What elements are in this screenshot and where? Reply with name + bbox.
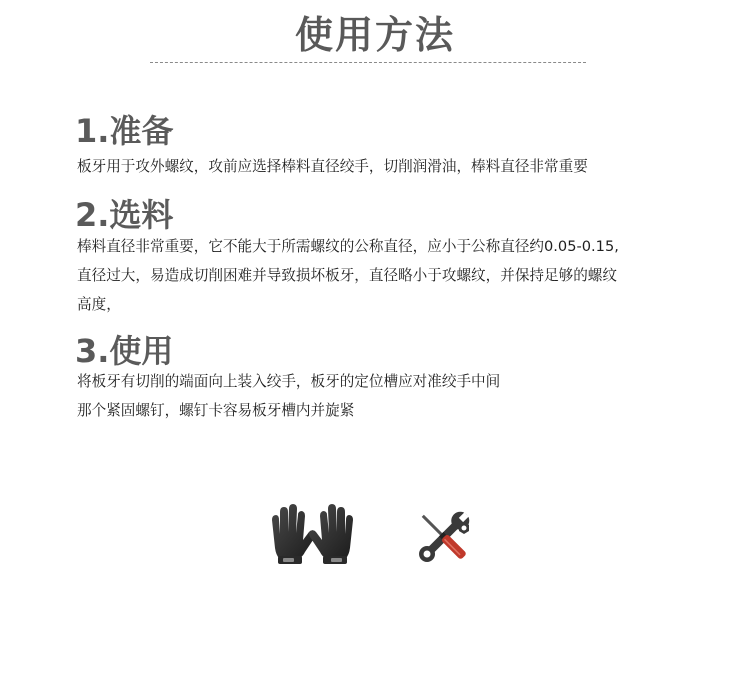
section-2-line-3: 高度， — [77, 296, 121, 313]
section-3-line-1: 将板牙有切削的端面向上装入绞手，板牙的定位槽应对准绞手中间 — [77, 373, 501, 390]
gloves-icon — [265, 500, 360, 575]
section-1-line-1: 板牙用于攻外螺纹，攻前应选择棒料直径绞手，切削润滑油，棒料直径非常重要 — [77, 158, 588, 175]
section-1-heading: 1.准备 — [75, 112, 174, 150]
section-2-line-1: 棒料直径非常重要，它不能大于所需螺纹的公称直径，应小于公称直径约0.05-0.15, — [77, 238, 619, 255]
section-3-heading: 3.使用 — [75, 332, 174, 370]
section-2-heading: 2.选料 — [75, 196, 174, 234]
section-2-line-2: 直径过大，易造成切削困难并导致损坏板牙，直径略小于攻螺纹，并保持足够的螺纹 — [77, 267, 617, 284]
page-title: 使用方法 — [294, 13, 455, 57]
wrench-screwdriver-icon — [412, 505, 477, 570]
section-3-line-2: 那个紧固螺钉，螺钉卡容易板牙槽内并旋紧 — [77, 402, 355, 419]
title-divider — [150, 62, 586, 63]
